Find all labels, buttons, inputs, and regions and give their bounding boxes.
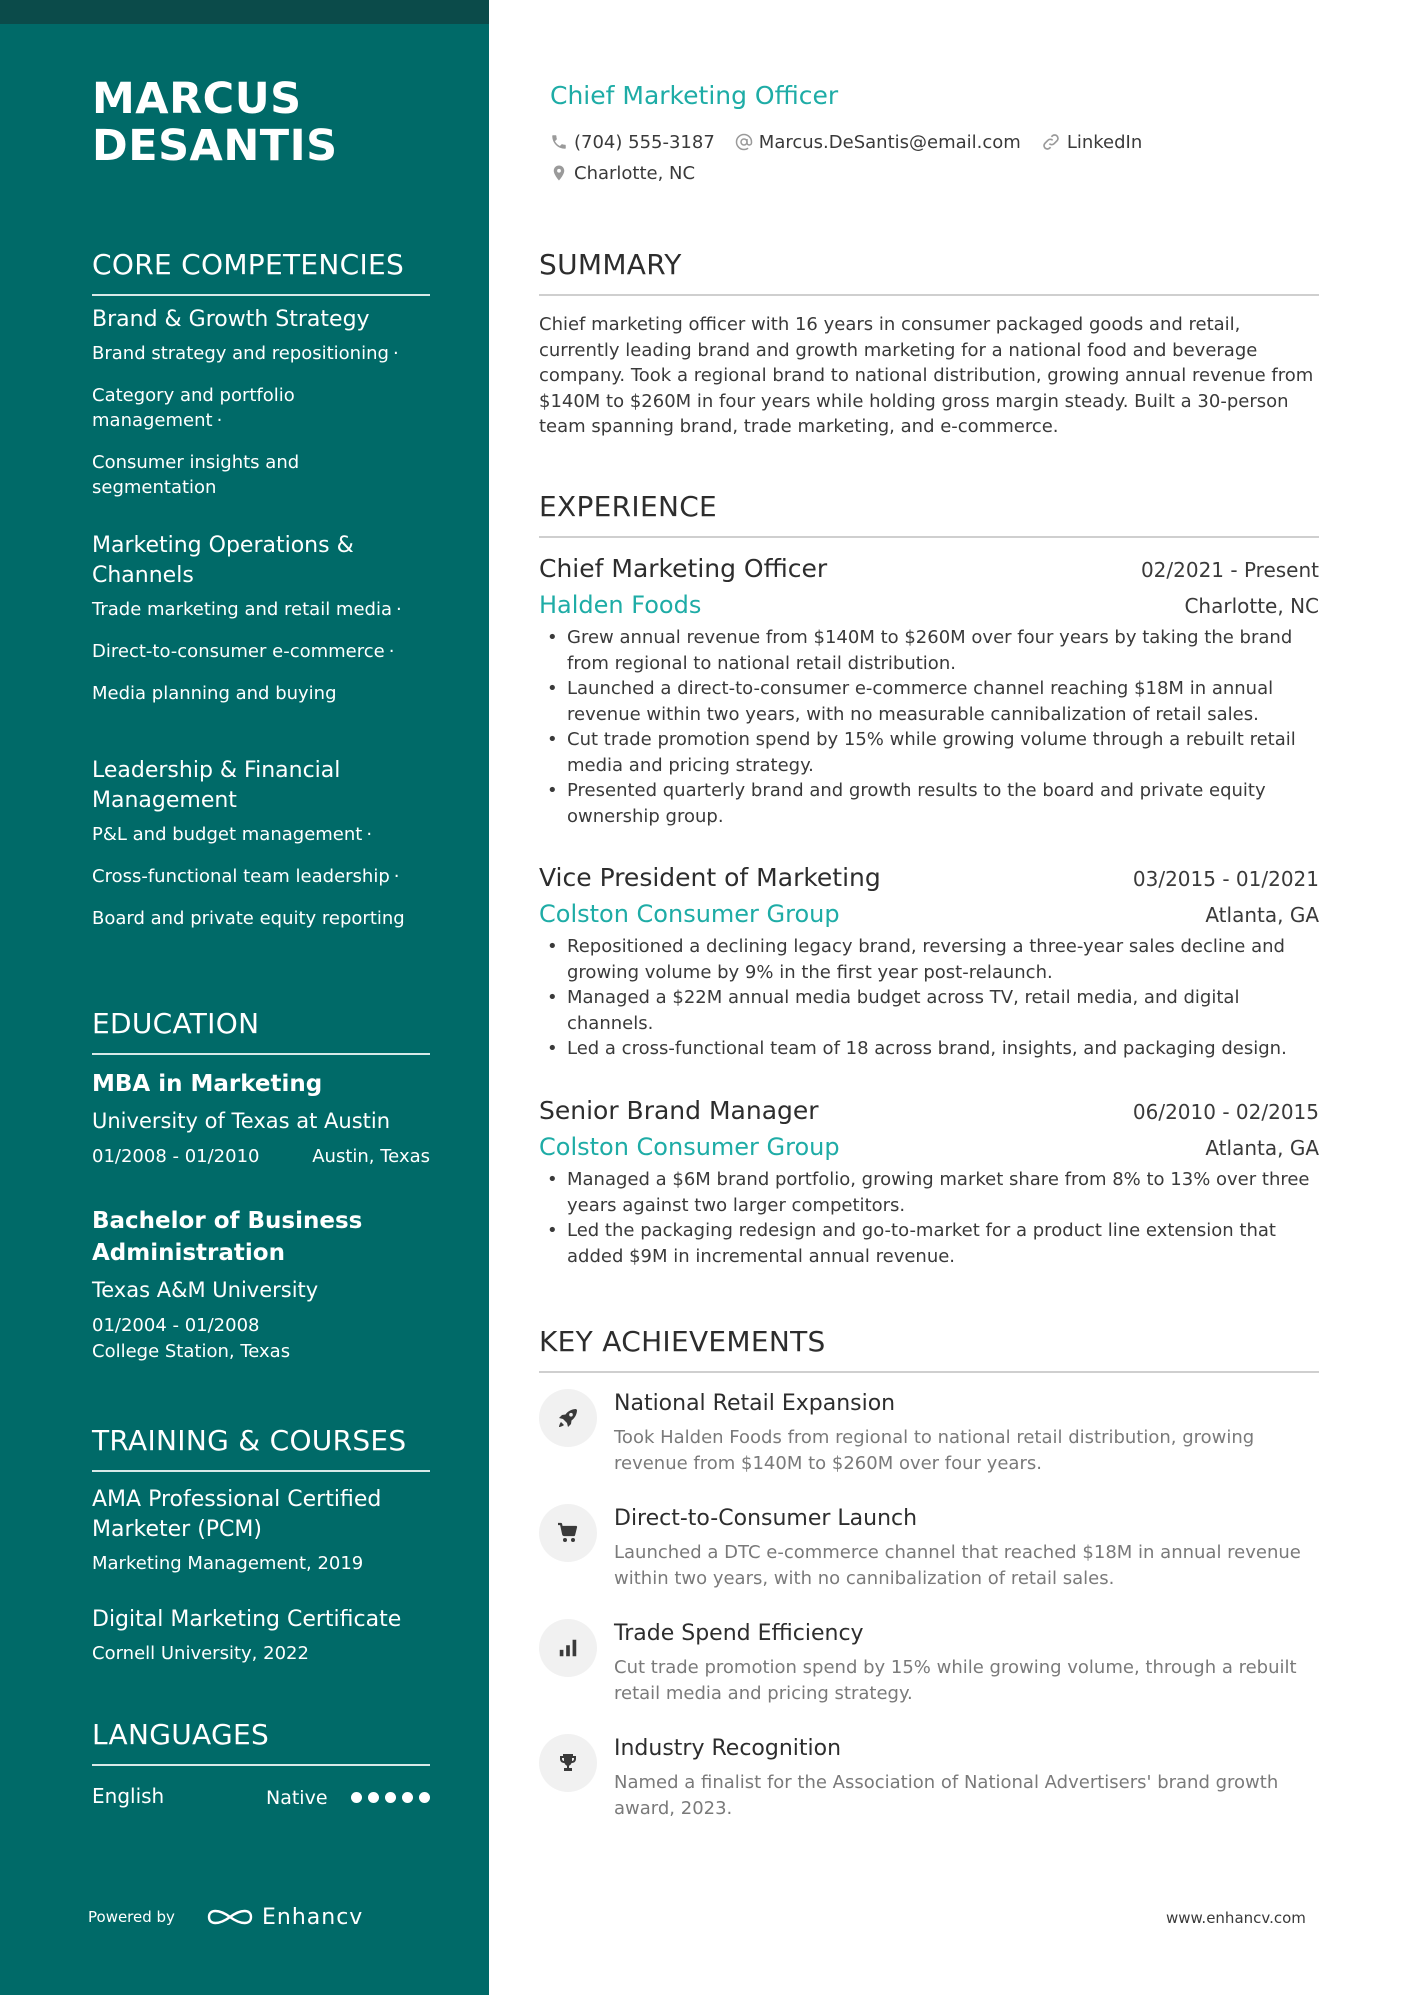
experience-entry [539, 861, 1319, 1062]
achievement-item [539, 1504, 1319, 1604]
competency-item: Consumer insights and segmentation [92, 452, 300, 498]
enhancv-logo[interactable] [206, 1900, 363, 1934]
job-dates: 02/2021 - Present [1140, 558, 1319, 582]
competencies-heading: CORE COMPETENCIES [92, 248, 430, 296]
job-location: Atlanta, GA [1205, 1136, 1319, 1160]
competency-group [92, 531, 430, 706]
footer-url[interactable]: www.enhancv.com [1166, 1909, 1306, 1927]
competency-item: Brand strategy and repositioning · [92, 343, 399, 364]
education-entry [92, 1205, 430, 1365]
job-bullet: • Repositioned a declining legacy brand, reversing a three-year sales decline and growing volume by 9% in the first year post-relaunch. [539, 934, 1319, 985]
summary-text: Chief marketing officer with 16 years in consumer packaged goods and retail, currently leading brand and growth marketing for a national food and beverage company. Took a regional brand to national distribution, growing annual revenue from $140M to $260M in four years while holding gross margin steady. Built a 30-person team spanning brand, trade marketing, and e-commerce. [539, 314, 1314, 437]
achievement-icon-wrap [539, 1389, 597, 1447]
job-location: Atlanta, GA [1205, 903, 1319, 927]
education-dates: 01/2004 - 01/2008 [92, 1315, 260, 1336]
job-role: Chief Marketing Officer [539, 554, 828, 583]
achievement-icon-wrap [539, 1504, 597, 1562]
competency-group-title: Marketing Operations & Channels [92, 533, 354, 588]
achievement-title: Trade Spend Efficiency [614, 1621, 864, 1646]
competency-item: Direct-to-consumer e-commerce · [92, 641, 395, 662]
education-degree: MBA in Marketing [92, 1071, 323, 1097]
achievement-description: Took Halden Foods from regional to national retail distribution, growing revenue from $140M to $260M over four years. [614, 1427, 1255, 1474]
proficiency-dot [368, 1792, 379, 1803]
job-bullets [539, 934, 1319, 1062]
achievement-icon-wrap [539, 1619, 597, 1677]
competency-group-title: Leadership & Financial Management [92, 758, 341, 813]
achievement-icon-wrap [539, 1734, 597, 1792]
at-icon [735, 133, 753, 151]
name-first: MARCUS [92, 74, 302, 124]
job-bullet: • Managed a $6M brand portfolio, growing market share from 8% to 13% over three years against two larger competitors. [539, 1167, 1319, 1218]
language-entry [92, 1781, 430, 1811]
education-degree: Bachelor of Business Administration [92, 1208, 363, 1266]
training-entry [92, 1605, 430, 1667]
competency-item: P&L and budget management · [92, 824, 373, 845]
education-school: Texas A&M University [92, 1278, 319, 1302]
competency-item: Category and portfolio management · [92, 385, 295, 431]
education-dates: 01/2008 - 01/2010 [92, 1146, 260, 1167]
competency-group-title: Brand & Growth Strategy [92, 307, 370, 332]
job-role: Vice President of Marketing [539, 863, 881, 892]
training-title: Digital Marketing Certificate [92, 1607, 402, 1632]
contact-phone[interactable]: (704) 555-3187 [550, 132, 715, 153]
competency-item: Media planning and buying [92, 683, 337, 704]
experience-entry [539, 1094, 1319, 1269]
powered-by-label: Powered by [88, 1908, 175, 1926]
job-bullets [539, 625, 1319, 829]
achievement-title: Direct-to-Consumer Launch [614, 1506, 918, 1531]
job-bullet: • Cut trade promotion spend by 15% while growing volume through a rebuilt retail media and pricing strategy. [539, 727, 1319, 778]
competency-item: Trade marketing and retail media · [92, 599, 402, 620]
education-heading: EDUCATION [92, 1007, 430, 1055]
enhancv-mark-icon [206, 1904, 254, 1930]
competency-item: Cross-functional team leadership · [92, 866, 400, 887]
experience-heading: EXPERIENCE [539, 490, 1319, 538]
achievement-item [539, 1619, 1319, 1719]
contact-email[interactable]: Marcus.DeSantis@email.com [735, 132, 1021, 153]
achievement-item [539, 1389, 1319, 1489]
rocket-icon [556, 1406, 580, 1430]
phone-icon [550, 133, 568, 151]
training-entry [92, 1485, 430, 1577]
proficiency-dot [419, 1792, 430, 1803]
job-dates: 03/2015 - 01/2021 [1132, 867, 1319, 891]
competency-item: Board and private equity reporting [92, 908, 405, 929]
achievement-item [539, 1734, 1319, 1834]
education-location: College Station, Texas [92, 1341, 291, 1362]
summary-heading: SUMMARY [539, 248, 1319, 296]
proficiency-dot [385, 1792, 396, 1803]
job-bullet: • Presented quarterly brand and growth results to the board and private equity ownership group. [539, 778, 1319, 829]
candidate-name [92, 76, 452, 170]
sidebar [0, 0, 489, 1995]
enhancv-wordmark: Enhancv [262, 1904, 364, 1930]
job-company: Halden Foods [539, 591, 702, 619]
achievement-title: National Retail Expansion [614, 1391, 896, 1416]
job-bullets [539, 1167, 1319, 1269]
contact-row [550, 129, 1162, 155]
job-role: Senior Brand Manager [539, 1096, 819, 1125]
education-location: Austin, Texas [312, 1146, 430, 1167]
achievements-heading: KEY ACHIEVEMENTS [539, 1325, 1319, 1373]
link-icon [1041, 132, 1061, 152]
bar-chart-icon [557, 1637, 579, 1659]
job-company: Colston Consumer Group [539, 900, 840, 928]
name-last: DESANTIS [92, 121, 338, 171]
sidebar-top-bar [0, 0, 489, 24]
language-proficiency-dots [351, 1792, 430, 1803]
education-meta [92, 1144, 430, 1170]
achievement-title: Industry Recognition [614, 1736, 842, 1761]
proficiency-dot [402, 1792, 413, 1803]
competency-group [92, 305, 430, 500]
training-title: AMA Professional Certified Marketer (PCM) [92, 1487, 382, 1542]
cart-icon [556, 1521, 580, 1545]
achievement-description: Named a finalist for the Association of National Advertisers' brand growth award, 2023. [614, 1772, 1279, 1819]
contact-row [550, 160, 715, 186]
job-company: Colston Consumer Group [539, 1133, 840, 1161]
competency-group [92, 756, 430, 931]
contact-linkedin[interactable]: LinkedIn [1041, 132, 1142, 153]
achievement-description: Cut trade promotion spend by 15% while growing volume, through a rebuilt retail media and pricing strategy. [614, 1657, 1297, 1704]
headline-title: Chief Marketing Officer [550, 81, 839, 110]
job-bullet: • Grew annual revenue from $140M to $260M over four years by taking the brand from regional to national retail distribution. [539, 625, 1319, 676]
contact-location: Charlotte, NC [550, 163, 695, 184]
job-bullet: • Managed a $22M annual media budget across TV, retail media, and digital channels. [539, 985, 1319, 1036]
education-entry [92, 1068, 430, 1170]
education-meta [92, 1313, 430, 1365]
training-heading: TRAINING & COURSES [92, 1424, 430, 1472]
trophy-icon [556, 1751, 580, 1775]
language-level: Native [266, 1787, 328, 1809]
languages-heading: LANGUAGES [92, 1718, 430, 1766]
location-pin-icon [550, 163, 568, 183]
proficiency-dot [351, 1792, 362, 1803]
education-school: University of Texas at Austin [92, 1109, 391, 1133]
job-bullet: • Led a cross-functional team of 18 across brand, insights, and packaging design. [539, 1036, 1319, 1062]
experience-entry [539, 552, 1319, 829]
achievement-description: Launched a DTC e-commerce channel that reached $18M in annual revenue within two years, with no cannibalization of retail sales. [614, 1542, 1301, 1589]
training-subtitle: Cornell University, 2022 [92, 1643, 309, 1664]
job-location: Charlotte, NC [1184, 594, 1319, 618]
job-bullet: • Launched a direct-to-consumer e-commerce channel reaching $18M in annual revenue within two years, with no measurable cannibalization of retail sales. [539, 676, 1319, 727]
language-name: English [92, 1784, 165, 1808]
training-subtitle: Marketing Management, 2019 [92, 1553, 364, 1574]
job-dates: 06/2010 - 02/2015 [1132, 1100, 1319, 1124]
job-bullet: • Led the packaging redesign and go-to-market for a product line extension that added $9M in incremental annual revenue. [539, 1218, 1319, 1269]
